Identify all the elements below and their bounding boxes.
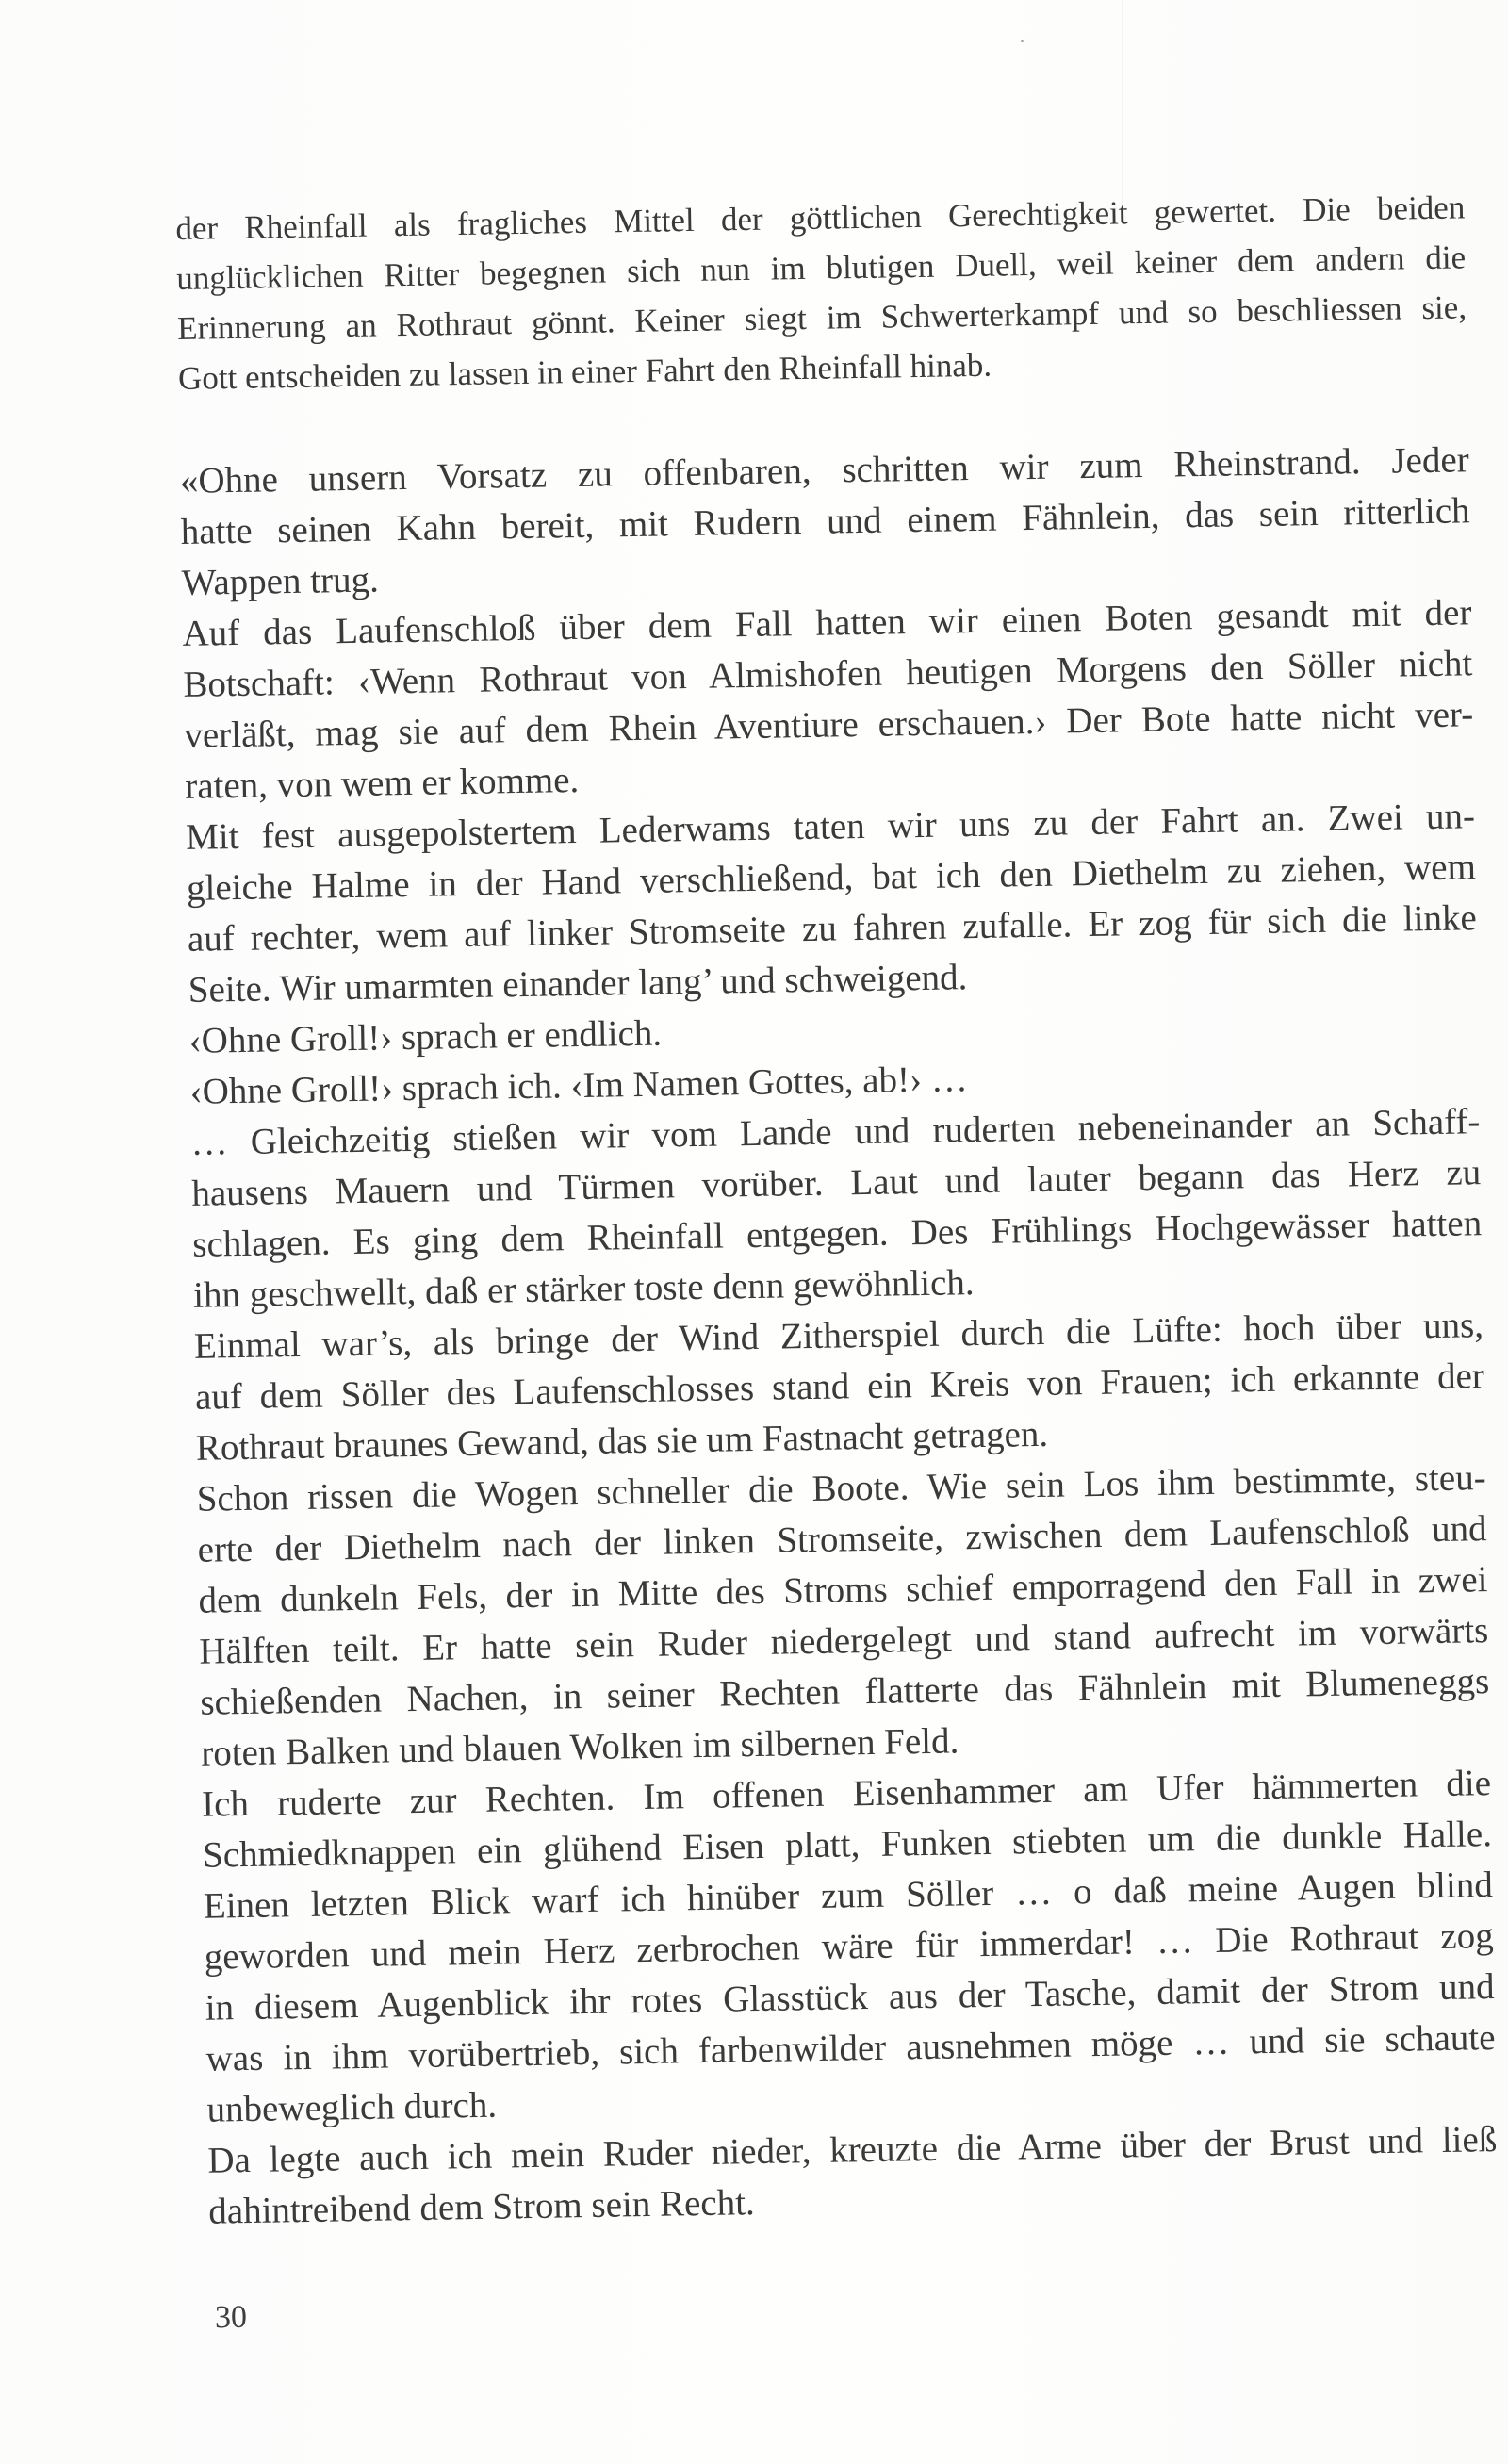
text-line: in diesem Augenblick ihr rotes Glasstück aus der Tasche, damit der Strom und — [205, 1966, 1495, 2029]
intro-paragraph — [175, 182, 1467, 403]
text-line: schlagen. Es ging dem Rheinfall entgegen. Des Frühlings Hochgewässer hatten — [191, 1203, 1483, 1265]
text-line: schießenden Nachen, in seiner Rechten flatterte das Fähnlein mit Blumeneggs — [200, 1661, 1490, 1723]
text-line: hausens Mauern und Türmen vorüber. Laut und lauter begann das Herz zu — [191, 1152, 1482, 1214]
text-line: Auf das Laufenschloß über dem Fall hatten wir einen Boten gesandt mit der — [182, 592, 1472, 654]
text-line: ihn geschwellt, daß er stärker toste denn gewöhnlich. — [192, 1262, 975, 1316]
text-line: verläßt, mag sie auf dem Rhein Aventiure erschauen.› Der Bote hatte nicht ver- — [184, 694, 1474, 756]
text-line: erte der Diethelm nach der linken Stromseite, zwischen dem Laufenschloß und — [197, 1508, 1487, 1570]
scan-speck — [1021, 40, 1024, 42]
text-line: Rothraut braunes Gewand, das sie um Fastnacht getragen. — [195, 1413, 1049, 1469]
text-line: der Rheinfall als fragliches Mittel der göttlichen Gerechtigkeit gewertet. Die beiden — [175, 189, 1466, 247]
text-block — [175, 182, 1499, 2237]
text-line: roten Balken und blauen Wolken im silbernen Feld. — [200, 1720, 959, 1774]
text-line: Hälften teilt. Er hatte sein Ruder niedergelegt und stand aufrecht im vorwärts — [199, 1610, 1489, 1672]
text-line: unglücklichen Ritter begegnen sich nun im blutigen Duell, weil keiner dem andern die — [175, 238, 1467, 297]
text-line: Schon rissen die Wogen schneller die Boote. Wie sein Los ihm bestimmte, steu- — [196, 1457, 1486, 1519]
text-line: was in ihm vorübertrieb, sich farbenwilder ausnehmen möge … und sie schaute — [205, 2017, 1496, 2079]
narrative-paragraphs — [179, 435, 1498, 2237]
text-line: Wappen trug. — [181, 559, 380, 603]
text-line: Einmal war’s, als bringe der Wind Zitherspiel durch die Lüfte: hoch über uns, — [193, 1305, 1484, 1367]
text-line: unbeweglich durch. — [206, 2084, 498, 2130]
page-number: 30 — [214, 2299, 248, 2336]
text-line: Ich ruderte zur Rechten. Im offenen Eisenhammer am Ufer hämmerten die — [201, 1763, 1492, 1825]
text-line: Da legte auch ich mein Ruder nieder, kreuzte die Arme über der Brust und ließ — [207, 2119, 1498, 2181]
text-line: dahintreibend dem Strom sein Recht. — [207, 2182, 756, 2232]
text-line: ‹Ohne Groll!› sprach ich. ‹Im Namen Gottes, ab!› … — [189, 1059, 969, 1112]
text-line: Erinnerung an Rothraut gönnt. Keiner siegt im Schwerterkampf und so beschliessen sie, — [176, 288, 1467, 347]
text-line: geworden und mein Herz zerbrochen wäre für immerdar! … Die Rothraut zog — [204, 1915, 1495, 1978]
text-line: dem dunkeln Fels, der in Mitte des Stroms schief emporragend den Fall in zwei — [198, 1559, 1488, 1621]
text-line: Seite. Wir umarmten einander lang’ und schweigend. — [188, 957, 968, 1010]
text-line: gleiche Halme in der Hand verschließend, bat ich den Diethelm zu ziehen, wem — [186, 846, 1477, 909]
text-line: … Gleichzeitig stießen wir vom Lande und ruderten nebeneinander an Schaff- — [190, 1101, 1481, 1163]
text-line: ‹Ohne Groll!› sprach er endlich. — [188, 1012, 663, 1061]
text-line: hatte seinen Kahn bereit, mit Rudern und einem Fähnlein, das sein ritterlich — [180, 490, 1470, 552]
text-line: raten, von wem er komme. — [184, 759, 580, 807]
text-line: Gott entscheiden zu lassen in einer Fahrt den Rheinfall hinab. — [177, 346, 992, 397]
text-line: Botschaft: ‹Wenn Rothraut von Almishofen heutigen Morgens den Söller nicht — [183, 643, 1473, 705]
text-line: Schmiedknappen ein glühend Eisen platt, Funken stiebten um die dunkle Halle. — [202, 1814, 1493, 1876]
text-line: auf dem Söller des Laufenschlosses stand ein Kreis von Frauen; ich erkannte der — [194, 1355, 1485, 1418]
text-line: Mit fest ausgepolstertem Lederwams taten wir uns zu der Fahrt an. Zwei un- — [185, 796, 1476, 858]
text-line: auf rechter, wem auf linker Stromseite zu fahren zufalle. Er zog für sich die linke — [187, 897, 1478, 960]
text-line: «Ohne unsern Vorsatz zu offenbaren, schritten wir zum Rheinstrand. Jeder — [179, 439, 1470, 501]
text-line: Einen letzten Blick warf ich hinüber zum Söller … o daß meine Augen blind — [203, 1864, 1494, 1927]
